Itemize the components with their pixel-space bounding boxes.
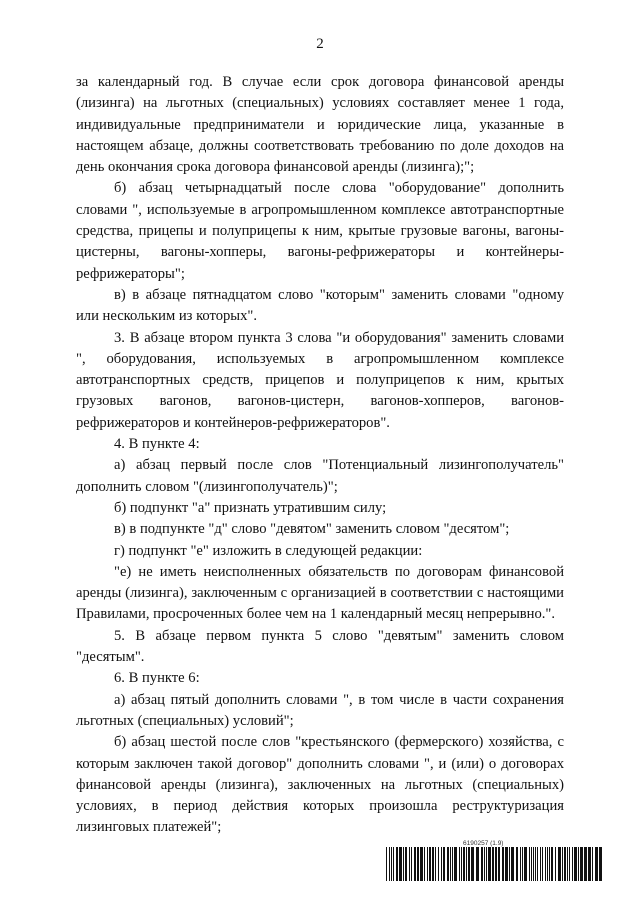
paragraph: в) в абзаце пятнадцатом слово "которым" заменить словами "одному или нескольким из которых". bbox=[76, 286, 564, 325]
paragraph: 4. В пункте 4: bbox=[114, 436, 200, 453]
paragraph: "е) не иметь неисполненных обязательств по договорам финансовой аренды (лизинга), заключенным с организацией в соответствии с настоящими Правилами, просроченных более чем на 1 календарный месяц непрерывно.". bbox=[76, 563, 564, 623]
paragraph: а) абзац первый после слов "Потенциальный лизингополучатель" дополнить словом "(лизингополучатель)"; bbox=[76, 457, 564, 495]
paragraph: г) подпункт "е" изложить в следующей редакции: bbox=[114, 542, 423, 559]
paragraph: 6. В пункте 6: bbox=[114, 670, 200, 687]
paragraph: б) абзац шестой после слов "крестьянского (фермерского) хозяйства, с которым заключен такой договор" дополнить словами ", и (или) о договорах финансовой аренды (лизинга), заключенных на льготных (специальных) условиях, в период действия которых произошла реструктуризация лизинговых платежей"; bbox=[76, 734, 564, 836]
document-code: 6190257 (1.9) bbox=[463, 840, 504, 847]
paragraph: за календарный год. В случае если срок договора финансовой аренды (лизинга) на льготных (специальных) условиях составляет менее 1 года, индивидуальные предприниматели и юридические лица, указанные в настоящем абзаце, должны соответствовать требованию по доле доходов на день окончания срока договора финансовой аренды (лизинга);"; bbox=[76, 74, 564, 176]
paragraph: 3. В абзаце втором пункта 3 слова "и оборудования" заменить словами ", оборудования, используемых в агропромышленном комплексе автотранспортных средств, прицепов и полуприцепов к ним, крытых грузовых вагонов, вагонов-цистерн, вагонов-хопперов, вагонов-рефрижераторов и контейнеров-рефрижераторов". bbox=[76, 329, 564, 431]
paragraph: в) в подпункте "д" слово "девятом" заменить словом "десятом"; bbox=[114, 521, 510, 538]
paragraph: б) подпункт "а" признать утратившим силу; bbox=[114, 499, 387, 516]
paragraph: б) абзац четырнадцатый после слова "оборудование" дополнить словами ", используемые в агропромышленном комплексе автотранспортные средства, прицепы и полуприцепы к ним, крытые грузовые вагоны, вагоны-цистерны, вагоны-хопперы, вагоны-рефрижераторы и контейнеры-рефрижераторы"; bbox=[76, 180, 564, 282]
document-body bbox=[76, 72, 564, 839]
page-number: 2 bbox=[316, 36, 324, 52]
paragraph: 5. В абзаце первом пункта 5 слово "девятым" заменить словом "десятым". bbox=[76, 627, 564, 666]
paragraph: а) абзац пятый дополнить словами ", в том числе в части сохранения льготных (специальных) условий"; bbox=[76, 691, 564, 729]
barcode-image bbox=[386, 847, 602, 881]
